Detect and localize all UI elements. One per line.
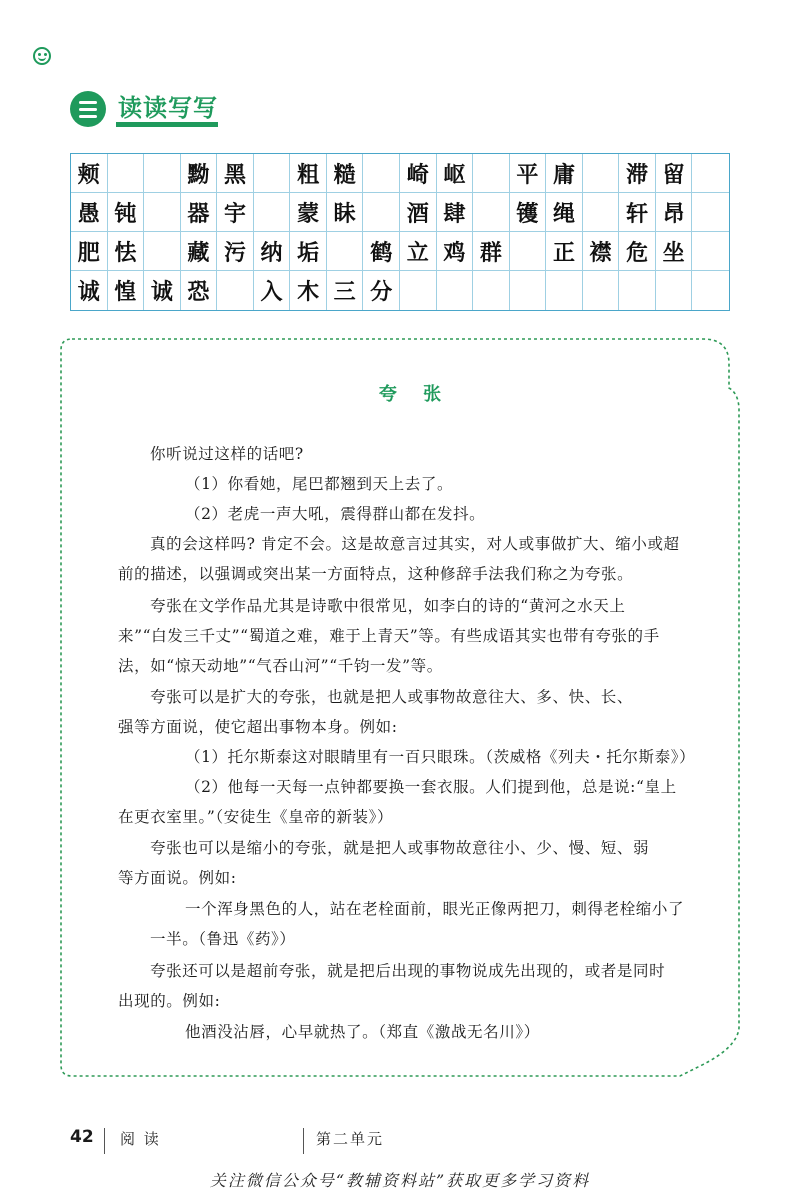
grid-cell: 颊 <box>71 154 108 193</box>
grid-cell: 立 <box>400 232 437 271</box>
grid-cell <box>144 193 181 232</box>
grid-cell: 肆 <box>437 193 474 232</box>
grid-cell <box>473 271 510 310</box>
grid-cell <box>473 154 510 193</box>
paragraph-line: 他酒没沾唇，心早就热了。（郑直《激战无名川》） <box>185 1023 540 1041</box>
grid-cell: 粗 <box>290 154 327 193</box>
grid-cell <box>400 271 437 310</box>
grid-cell <box>583 193 620 232</box>
grid-cell: 平 <box>510 154 547 193</box>
grid-cell: 恐 <box>181 271 218 310</box>
grid-cell <box>254 154 291 193</box>
paragraph-line: 你听说过这样的话吧? <box>150 445 304 463</box>
grid-cell: 纳 <box>254 232 291 271</box>
footer-divider <box>303 1128 304 1154</box>
grid-cell: 坐 <box>656 232 693 271</box>
grid-cell: 留 <box>656 154 693 193</box>
page-number: 42 <box>70 1127 94 1147</box>
grid-cell <box>217 271 254 310</box>
section-title: 读读写写 <box>118 94 218 122</box>
paragraph-line: 夸张可以是扩大的夸张，也就是把人或事物故意往大、多、快、长、 <box>150 688 634 706</box>
grid-cell <box>692 154 729 193</box>
paragraph-line: （1）托尔斯泰这对眼睛里有一百只眼珠。（茨威格《列夫・托尔斯泰》） <box>185 748 696 766</box>
grid-cell <box>327 232 364 271</box>
grid-cell: 眛 <box>327 193 364 232</box>
paragraph-line: 一半。（鲁迅《药》） <box>150 930 296 948</box>
paragraph-line: （2）他每一天每一点钟都要换一套衣服。人们提到他，总是说:“皇上 <box>185 778 677 796</box>
grid-cell: 襟 <box>583 232 620 271</box>
grid-cell: 镬 <box>510 193 547 232</box>
grid-cell <box>692 232 729 271</box>
grid-cell: 器 <box>181 193 218 232</box>
grid-cell: 木 <box>290 271 327 310</box>
grid-cell: 绳 <box>546 193 583 232</box>
smiley-icon <box>33 47 51 65</box>
grid-cell: 三 <box>327 271 364 310</box>
grid-cell: 宇 <box>217 193 254 232</box>
grid-cell: 诚 <box>144 271 181 310</box>
paragraph-line: 在更衣室里。”（安徒生《皇帝的新装》） <box>118 808 394 826</box>
grid-cell: 岖 <box>437 154 474 193</box>
grid-cell <box>363 154 400 193</box>
paragraph-line: 夸张也可以是缩小的夸张，就是把人或事物故意往小、少、慢、短、弱 <box>150 839 650 857</box>
grid-cell: 蒙 <box>290 193 327 232</box>
paragraph-line: 等方面说。例如: <box>118 869 237 887</box>
grid-cell <box>437 271 474 310</box>
paragraph-line: 前的描述，以强调或突出某一方面特点，这种修辞手法我们称之为夸张。 <box>118 565 634 583</box>
grid-cell <box>583 154 620 193</box>
grid-cell: 钝 <box>108 193 145 232</box>
grid-cell: 糙 <box>327 154 364 193</box>
section-header <box>70 88 230 130</box>
paragraph-line: 夸张还可以是超前夸张，就是把后出现的事物说成先出现的，或者是同时 <box>150 962 666 980</box>
paragraph-line: 强等方面说，使它超出事物本身。例如: <box>118 718 398 736</box>
grid-cell: 危 <box>619 232 656 271</box>
grid-cell: 污 <box>217 232 254 271</box>
grid-cell: 愚 <box>71 193 108 232</box>
paragraph-line: 法，如“惊天动地”“气吞山河”“千钧一发”等。 <box>118 657 443 675</box>
grid-cell: 怯 <box>108 232 145 271</box>
grid-cell <box>546 271 583 310</box>
grid-cell <box>692 271 729 310</box>
grid-cell <box>473 193 510 232</box>
section-title-underline <box>116 122 218 127</box>
grid-cell: 群 <box>473 232 510 271</box>
grid-cell <box>619 271 656 310</box>
grid-cell <box>108 154 145 193</box>
grid-cell: 正 <box>546 232 583 271</box>
grid-cell: 入 <box>254 271 291 310</box>
article-title: 夸 张 <box>378 384 452 405</box>
paragraph-line: 来”“白发三千丈”“蜀道之难，难于上青天”等。有些成语其实也带有夸张的手 <box>118 627 660 645</box>
grid-cell: 藏 <box>181 232 218 271</box>
grid-cell: 垢 <box>290 232 327 271</box>
character-grid <box>70 153 730 311</box>
grid-cell: 鸡 <box>437 232 474 271</box>
paragraph-line: （1）你看她，尾巴都翘到天上去了。 <box>185 475 454 493</box>
grid-cell: 酒 <box>400 193 437 232</box>
watermark-text: 关注微信公众号“教辅资料站”获取更多学习资料 <box>209 1171 591 1190</box>
grid-cell <box>510 271 547 310</box>
footer-section: 阅 读 <box>120 1130 161 1148</box>
grid-cell: 黝 <box>181 154 218 193</box>
grid-cell <box>510 232 547 271</box>
paragraph-line: 一个浑身黑色的人，站在老栓面前，眼光正像两把刀，刺得老栓缩小了 <box>185 900 685 918</box>
grid-cell: 诚 <box>71 271 108 310</box>
paragraph-line: （2）老虎一声大吼，震得群山都在发抖。 <box>185 505 486 523</box>
footer-unit: 第二单元 <box>316 1130 385 1148</box>
grid-cell: 黑 <box>217 154 254 193</box>
grid-cell <box>144 154 181 193</box>
grid-cell: 崎 <box>400 154 437 193</box>
grid-cell: 肥 <box>71 232 108 271</box>
grid-cell: 庸 <box>546 154 583 193</box>
grid-cell <box>583 271 620 310</box>
grid-cell <box>144 232 181 271</box>
grid-cell: 轩 <box>619 193 656 232</box>
grid-cell <box>254 193 291 232</box>
grid-cell: 惶 <box>108 271 145 310</box>
grid-cell <box>363 193 400 232</box>
grid-cell: 分 <box>363 271 400 310</box>
grid-cell <box>692 193 729 232</box>
grid-cell <box>656 271 693 310</box>
footer-divider <box>104 1128 105 1154</box>
paragraph-line: 真的会这样吗? 肯定不会。这是故意言过其实，对人或事做扩大、缩小或超 <box>150 535 680 553</box>
three-lines-icon <box>70 91 106 127</box>
paragraph-line: 夸张在文学作品尤其是诗歌中很常见，如李白的诗的“黄河之水天上 <box>150 597 626 615</box>
paragraph-line: 出现的。例如: <box>118 992 221 1010</box>
grid-cell: 滞 <box>619 154 656 193</box>
grid-cell: 昂 <box>656 193 693 232</box>
grid-cell: 鹤 <box>363 232 400 271</box>
